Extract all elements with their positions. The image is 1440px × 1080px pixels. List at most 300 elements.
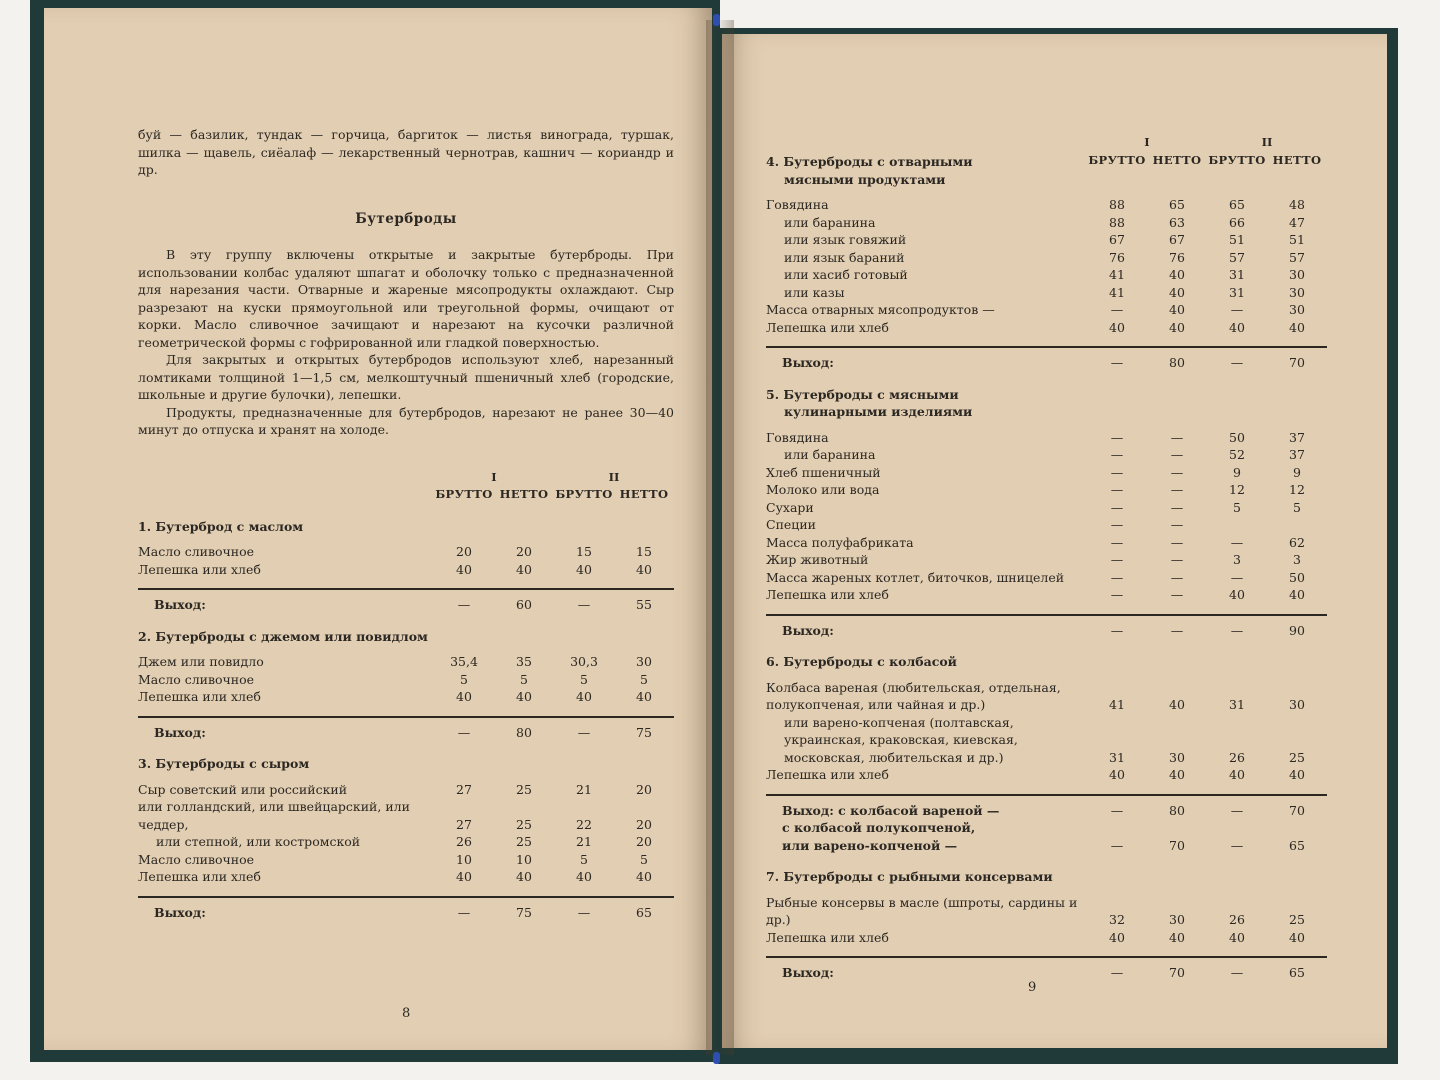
ingredient-value: 41: [1109, 697, 1125, 712]
ingredient-name: Специи: [766, 517, 816, 532]
ingredient-value: 5: [1233, 499, 1241, 515]
ingredient-row: [766, 231, 1327, 249]
output-value: —: [1230, 355, 1244, 370]
ingredient-value: 40: [636, 561, 652, 577]
recipe-title-line: мясными продуктами: [784, 171, 946, 187]
recipe-title: [766, 653, 1327, 671]
col-header: НЕТТО: [1152, 152, 1202, 167]
ingredient-value: 25: [516, 816, 532, 832]
ingredient-value: 40: [1169, 929, 1185, 945]
recipe-title: [138, 628, 674, 646]
col-header: БРУТТО: [555, 487, 613, 501]
recipe-section: [138, 628, 674, 742]
ingredient-name: или баранина: [784, 214, 876, 230]
ingredient-name: Говядина: [766, 197, 829, 212]
ingredient-name: Жир животный: [766, 552, 869, 567]
ingredient-row: [766, 679, 1327, 714]
ingredient-value: 40: [516, 689, 532, 704]
ingredient-value: —: [1110, 499, 1124, 515]
output-value: [1207, 819, 1267, 837]
table-rule: [766, 346, 1327, 348]
ingredient-name: или баранина: [784, 447, 876, 462]
ingredient-row: [766, 429, 1327, 447]
ingredient-row: [766, 464, 1327, 482]
ingredient-name: Сухари: [766, 499, 814, 515]
ingredient-value: 25: [1289, 912, 1305, 927]
output-value: 70: [1169, 837, 1185, 853]
ingredient-name: или степной, или костромской: [156, 834, 361, 849]
output-value: —: [1110, 622, 1124, 638]
output-row: [766, 802, 1327, 820]
ingredient-value: —: [1110, 534, 1124, 550]
output-value: 90: [1289, 622, 1305, 638]
ingredient-value: 5: [580, 671, 588, 687]
ingredient-value: 40: [1289, 319, 1305, 335]
ingredient-name: Масса отварных мясопродуктов —: [766, 302, 995, 317]
output-value: 70: [1289, 802, 1305, 818]
ingredient-value: 48: [1289, 197, 1305, 212]
ingredient-row: [766, 569, 1327, 587]
recipe-title-line: 4. Бутерброды с отварными: [766, 154, 973, 169]
ingredient-name: Хлеб пшеничный: [766, 464, 881, 480]
ingredient-value: —: [1170, 499, 1184, 515]
output-label: Выход: с колбасой вареной —: [782, 802, 1000, 818]
ingredient-name: Масса жареных котлет, биточков, шницелей: [766, 569, 1065, 585]
ingredient-row: [766, 446, 1327, 464]
ingredient-value: 52: [1229, 447, 1245, 462]
ingredient-name: Лепешка или хлеб: [138, 869, 261, 884]
ingredient-value: —: [1230, 302, 1244, 317]
ingredient-value: 40: [1229, 319, 1245, 335]
output-label: или варено-копченой —: [782, 837, 958, 853]
paragraph: Продукты, предназначенные для бутербродов, нарезают не ранее 30—40 минут до отпуска и хранят на холоде.: [138, 404, 674, 437]
ingredient-row: [766, 284, 1327, 302]
ingredient-value: 40: [456, 689, 472, 704]
right-page: [722, 34, 1387, 1048]
output-value: 75: [636, 724, 652, 740]
recipe-section: [138, 518, 674, 614]
output-value: 65: [1289, 837, 1305, 853]
output-value: —: [1170, 622, 1184, 638]
ingredient-value: —: [1110, 569, 1124, 585]
ingredient-value: 67: [1169, 232, 1185, 247]
ingredient-value: 15: [636, 544, 652, 559]
ingredient-value: 40: [1169, 302, 1185, 317]
col-header: БРУТТО: [1208, 152, 1266, 167]
ingredient-value: 30: [1169, 912, 1185, 927]
ingredient-value: 40: [576, 561, 592, 577]
col-header: НЕТТО: [1272, 152, 1322, 167]
ingredient-value: 20: [636, 781, 652, 797]
output-value: —: [577, 597, 591, 612]
recipe-section: [138, 755, 674, 921]
ingredient-value: —: [1170, 517, 1184, 532]
ingredient-name: Масло сливочное: [138, 544, 255, 559]
ingredient-value: 65: [1169, 197, 1185, 212]
ingredient-value: 20: [636, 834, 652, 849]
ingredient-value: 40: [1169, 319, 1185, 335]
paragraph: В эту группу включены открытые и закрытые бутерброды. При использовании колбас удаляют шпагат и оболочку только с предназначенной для нарезания части. Отварные и жареные мясопродукты охлаждают. Сыр разрезают на куски прямоугольной или треугольной формы, очищают от корки. Масло сливочное зачищают и нарезают на кусочки различной геометрической формы с гофрированной или гладкой поверхностью.: [138, 247, 674, 350]
ingredient-value: 9: [1293, 464, 1301, 480]
output-value: —: [457, 904, 471, 920]
ingredient-row: [766, 499, 1327, 517]
ingredient-row: [138, 851, 674, 869]
table-header: [138, 469, 674, 504]
ingredient-value: 40: [1109, 767, 1125, 782]
output-value: —: [1110, 802, 1124, 818]
col-group-1: I: [491, 469, 497, 484]
ingredient-value: 5: [640, 851, 648, 867]
ingredient-value: 35: [516, 654, 532, 669]
output-value: —: [577, 724, 591, 740]
ingredient-value: 15: [576, 544, 592, 559]
ingredient-value: 30: [1289, 284, 1305, 300]
ingredient-value: 40: [1229, 929, 1245, 945]
binding-thread: [713, 1052, 720, 1064]
ingredient-value: 12: [1229, 482, 1245, 497]
ingredient-name: или хасиб готовый: [784, 267, 908, 282]
ingredient-name: или казы: [784, 284, 845, 300]
ingredient-row: [766, 301, 1327, 319]
ingredient-value: 31: [1229, 284, 1245, 300]
col-header: НЕТТО: [619, 487, 669, 501]
ingredient-value: 30: [1169, 749, 1185, 765]
ingredient-value: 50: [1229, 429, 1245, 445]
output-value: [1147, 819, 1207, 837]
page-number: 9: [1028, 979, 1037, 995]
output-label: Выход:: [154, 724, 206, 740]
output-label: Выход:: [782, 965, 834, 980]
ingredient-name: Джем или повидло: [138, 654, 264, 669]
col-group-2: II: [1261, 135, 1273, 149]
ingredient-value: 37: [1289, 429, 1305, 445]
intro-text: буй — базилик, тундак — горчица, баргиток — листья винограда, туршак, шилка — щавель, сиёалаф — лекарственный чернотрав, кашнич — кориандр и др.: [138, 127, 674, 177]
ingredient-value: 5: [520, 671, 528, 687]
ingredient-value: 31: [1109, 749, 1125, 765]
ingredient-row: [138, 781, 674, 799]
ingredient-value: 40: [1109, 319, 1125, 335]
ingredient-value: —: [1170, 429, 1184, 445]
ingredient-value: 88: [1109, 214, 1125, 230]
output-value: —: [1110, 965, 1124, 980]
ingredient-name: или язык говяжий: [784, 232, 907, 247]
ingredient-value: —: [1110, 464, 1124, 480]
ingredient-name: Колбаса вареная (любительская, отдельная, полукопченая, или чайная и др.): [766, 679, 1061, 712]
ingredient-value: 20: [636, 816, 652, 832]
left-recipe-sections: [138, 518, 674, 922]
output-label: с колбасой полукопченой,: [782, 820, 976, 835]
ingredient-value: —: [1170, 447, 1184, 462]
col-group-2: II: [608, 469, 620, 484]
ingredient-value: 31: [1229, 697, 1245, 712]
ingredient-name: Рыбные консервы в масле (шпроты, сардины и др.): [766, 894, 1078, 927]
output-value: —: [577, 904, 591, 920]
ingredient-row: [138, 653, 674, 671]
ingredient-value: 41: [1109, 267, 1125, 282]
ingredient-value: 40: [516, 869, 532, 884]
ingredient-row: [766, 534, 1327, 552]
ingredient-row: [766, 894, 1327, 929]
ingredient-name: Молоко или вода: [766, 482, 880, 497]
recipe-section: [766, 153, 1327, 372]
ingredient-value: 37: [1289, 447, 1305, 462]
output-value: —: [457, 597, 471, 612]
ingredient-row: [138, 833, 674, 851]
ingredient-value: 26: [1229, 749, 1245, 765]
ingredient-value: —: [1170, 482, 1184, 497]
ingredient-value: 40: [1169, 284, 1185, 300]
recipe-title: [766, 868, 1327, 886]
ingredient-row: [138, 868, 674, 886]
recipe-title-line: 7. Бутерброды с рыбными консервами: [766, 869, 1053, 884]
ingredient-name: Лепешка или хлеб: [766, 587, 889, 602]
output-value: 65: [1289, 965, 1305, 980]
output-value: 60: [516, 597, 532, 612]
output-row: [766, 622, 1327, 640]
ingredient-value: —: [1110, 482, 1124, 497]
ingredient-row: [766, 266, 1327, 284]
ingredient-value: 25: [516, 834, 532, 849]
ingredient-value: 35,4: [450, 654, 478, 669]
ingredient-value: 30: [636, 654, 652, 669]
ingredient-row: [766, 929, 1327, 947]
ingredient-name: или голландский, или швейцарский, или чеддер,: [138, 799, 410, 832]
ingredient-value: 21: [576, 781, 592, 797]
ingredient-value: —: [1110, 302, 1124, 317]
recipe-title-line: 5. Бутерброды с мясными: [766, 386, 959, 402]
output-label: Выход:: [782, 355, 834, 370]
ingredient-value: 3: [1293, 552, 1301, 567]
recipe-title-line: 6. Бутерброды с колбасой: [766, 654, 957, 669]
ingredient-value: 47: [1289, 214, 1305, 230]
output-value: [1087, 819, 1147, 837]
output-value: 70: [1169, 965, 1185, 980]
ingredient-value: 5: [1293, 499, 1301, 515]
output-value: 80: [1169, 802, 1185, 818]
output-value: 80: [516, 724, 532, 740]
ingredient-value: —: [1170, 464, 1184, 480]
recipe-title: [766, 386, 1327, 421]
ingredient-row: [138, 671, 674, 689]
ingredient-row: [766, 714, 1327, 767]
ingredient-value: 27: [456, 816, 472, 832]
table-rule: [138, 716, 674, 718]
output-row: [766, 964, 1327, 982]
output-value: —: [1230, 802, 1244, 818]
recipe-title-line: 3. Бутерброды с сыром: [138, 756, 310, 771]
ingredient-value: —: [1110, 447, 1124, 462]
output-row: [766, 354, 1327, 372]
ingredient-row: [766, 586, 1327, 604]
output-label: Выход:: [154, 597, 206, 612]
ingredient-value: 20: [456, 544, 472, 559]
recipe-title-line: кулинарными изделиями: [784, 404, 973, 419]
ingredient-value: 9: [1233, 464, 1241, 480]
ingredient-value: 30: [1289, 267, 1305, 282]
ingredient-value: 76: [1169, 249, 1185, 265]
output-row: [138, 904, 674, 922]
ingredient-value: 63: [1169, 214, 1185, 230]
ingredient-name: Масло сливочное: [138, 671, 255, 687]
ingredient-value: —: [1170, 587, 1184, 602]
ingredient-value: 30: [1289, 302, 1305, 317]
ingredient-value: 12: [1289, 482, 1305, 497]
col-header: НЕТТО: [499, 487, 549, 501]
output-value: —: [457, 724, 471, 740]
ingredient-row: [138, 543, 674, 561]
ingredient-value: 30,3: [570, 654, 598, 669]
ingredient-value: —: [1110, 517, 1124, 532]
ingredient-value: —: [1170, 552, 1184, 567]
ingredient-value: 40: [576, 689, 592, 704]
ingredient-value: —: [1110, 429, 1124, 445]
ingredient-value: 40: [1169, 697, 1185, 712]
ingredient-row: [766, 766, 1327, 784]
output-value: —: [1110, 355, 1124, 370]
ingredient-value: 40: [1289, 929, 1305, 945]
ingredient-name: Говядина: [766, 429, 829, 445]
output-label: Выход:: [782, 622, 834, 638]
ingredient-value: 40: [1229, 587, 1245, 602]
ingredient-row: [766, 551, 1327, 569]
ingredient-value: 51: [1289, 232, 1305, 247]
output-value: [1267, 819, 1327, 837]
recipe-title: [138, 755, 674, 773]
binding-thread: [713, 14, 720, 26]
ingredient-value: 25: [516, 781, 532, 797]
ingredient-value: 3: [1233, 552, 1241, 567]
ingredient-name: или варено-копченая (полтавская, украинская, краковская, киевская, московская, любительская и др.): [784, 714, 1018, 765]
ingredient-value: 26: [1229, 912, 1245, 927]
ingredient-name: Масло сливочное: [138, 851, 255, 867]
ingredient-value: 40: [1169, 267, 1185, 282]
ingredient-value: 26: [456, 834, 472, 849]
ingredient-value: 57: [1289, 249, 1305, 265]
ingredient-value: 40: [516, 561, 532, 577]
ingredient-value: 41: [1109, 284, 1125, 300]
ingredient-value: —: [1230, 534, 1244, 550]
ingredient-value: 32: [1109, 912, 1125, 927]
output-value: 55: [636, 597, 652, 612]
ingredient-value: 40: [1289, 587, 1305, 602]
ingredient-name: Сыр советский или российский: [138, 781, 348, 797]
ingredient-value: 40: [576, 869, 592, 884]
output-value: —: [1230, 622, 1244, 638]
ingredient-value: 10: [456, 851, 472, 867]
ingredient-value: —: [1170, 534, 1184, 550]
ingredient-value: 40: [456, 561, 472, 577]
ingredient-value: 40: [636, 689, 652, 704]
ingredient-value: —: [1170, 569, 1184, 585]
ingredient-value: 21: [576, 834, 592, 849]
ingredient-name: или язык бараний: [784, 249, 905, 265]
col-header: БРУТТО: [435, 487, 493, 501]
recipe-section: [766, 653, 1327, 854]
ingredient-value: 30: [1289, 697, 1305, 712]
ingredient-name: Лепешка или хлеб: [766, 319, 889, 335]
output-row: [766, 819, 1327, 837]
recipe-title: [138, 518, 674, 536]
ingredient-row: [766, 196, 1327, 214]
ingredient-row: [138, 561, 674, 579]
ingredient-name: Масса полуфабриката: [766, 534, 914, 550]
recipe-section: [766, 386, 1327, 640]
ingredient-row: [138, 798, 674, 833]
table-rule: [766, 614, 1327, 616]
right-recipe-sections: [766, 153, 1327, 982]
ingredient-value: 27: [456, 781, 472, 797]
ingredient-value: —: [1230, 569, 1244, 585]
ingredient-value: 10: [516, 851, 532, 867]
ingredient-value: 40: [456, 869, 472, 884]
table-rule: [138, 588, 674, 590]
ingredient-value: 65: [1229, 197, 1245, 212]
output-value: 80: [1169, 355, 1185, 370]
ingredient-name: Лепешка или хлеб: [138, 561, 261, 577]
ingredient-value: 50: [1289, 569, 1305, 585]
ingredient-value: 40: [1109, 929, 1125, 945]
col-header: БРУТТО: [1088, 152, 1146, 167]
output-row: [138, 724, 674, 742]
output-value: 75: [516, 904, 532, 920]
output-row: [766, 837, 1327, 855]
ingredient-value: 40: [1169, 767, 1185, 782]
output-value: 70: [1289, 355, 1305, 370]
left-page: [44, 8, 712, 1050]
table-rule: [766, 956, 1327, 958]
ingredient-value: 22: [576, 816, 592, 832]
ingredient-value: 25: [1289, 749, 1305, 765]
ingredient-name: Лепешка или хлеб: [766, 929, 889, 945]
recipe-title-line: 1. Бутерброд с маслом: [138, 518, 304, 534]
table-rule: [766, 794, 1327, 796]
ingredient-value: —: [1110, 552, 1124, 567]
ingredient-value: 5: [460, 671, 468, 687]
ingredient-value: 57: [1229, 249, 1245, 265]
col-group-1: I: [1144, 135, 1150, 149]
ingredient-row: [766, 516, 1327, 534]
ingredient-name: Лепешка или хлеб: [766, 767, 889, 782]
ingredient-value: 40: [1289, 767, 1305, 782]
ingredient-value: 5: [580, 851, 588, 867]
ingredient-value: 40: [636, 869, 652, 884]
paragraph: Для закрытых и открытых бутербродов используют хлеб, нарезанный ломтиками толщиной 1—1,5 см, мелкоштучный пшеничный хлеб (городские, школьные и другие булочки), лепешки.: [138, 352, 674, 402]
output-value: 65: [636, 904, 652, 920]
page-number: 8: [402, 1005, 411, 1021]
ingredient-value: 5: [640, 671, 648, 687]
ingredient-value: 66: [1229, 214, 1245, 230]
recipe-section: [766, 868, 1327, 982]
output-row: [138, 596, 674, 614]
ingredient-value: 31: [1229, 267, 1245, 282]
recipe-title-line: 2. Бутерброды с джемом или повидлом: [138, 628, 428, 644]
ingredient-value: 62: [1289, 534, 1305, 550]
section-heading: Бутерброды: [355, 210, 457, 227]
ingredient-name: Лепешка или хлеб: [138, 689, 261, 704]
ingredient-row: [766, 319, 1327, 337]
ingredient-value: 40: [1229, 767, 1245, 782]
ingredient-value: 88: [1109, 197, 1125, 212]
output-value: —: [1110, 837, 1124, 853]
output-value: —: [1230, 965, 1244, 980]
book-spine: [706, 20, 734, 1055]
ingredient-row: [766, 481, 1327, 499]
output-label: Выход:: [154, 904, 206, 920]
table-rule: [138, 896, 674, 898]
ingredient-row: [766, 214, 1327, 232]
ingredient-value: —: [1110, 587, 1124, 602]
ingredient-value: 51: [1229, 232, 1245, 247]
